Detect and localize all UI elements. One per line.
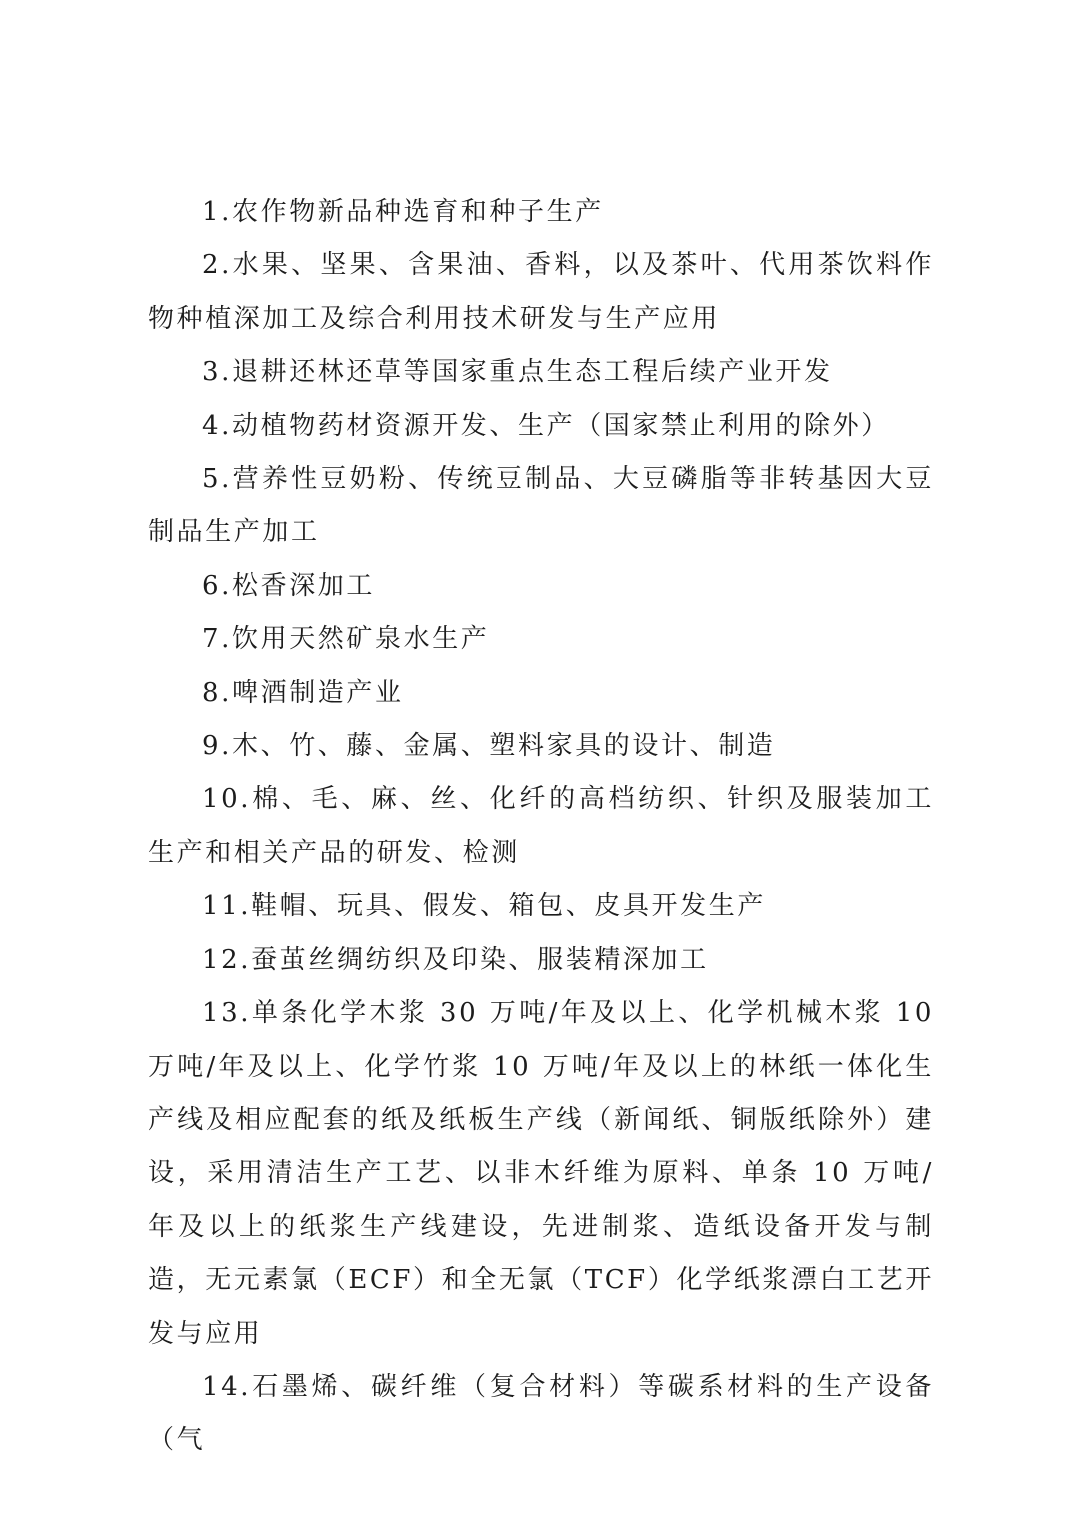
list-item: 3.退耕还林还草等国家重点生态工程后续产业开发 xyxy=(202,357,833,388)
document-body xyxy=(148,186,934,1468)
list-item: 10.棉、毛、麻、丝、化纤的高档纺织、针织及服装加工生产和相关产品的研发、检测 xyxy=(148,784,934,868)
list-item: 4.动植物药材资源开发、生产（国家禁止利用的除外） xyxy=(202,410,890,441)
list-item: 14.石墨烯、碳纤维（复合材料）等碳系材料的生产设备（气 xyxy=(148,1371,934,1456)
list-item: 5.营养性豆奶粉、传统豆制品、大豆磷脂等非转基因大豆制品生产加工 xyxy=(148,464,934,548)
list-item: 13.单条化学木浆 30 万吨/年及以上、化学机械木浆 10 万吨/年及以上、化学竹浆 10 万吨/年及以上的林纸一体化生产线及相应配套的纸及纸板生产线（新闻纸、铜版纸除外）建设，采用清洁生产工艺、以非木纤维为原料、单条 10 万吨/年及以上的纸浆生产线建设，先进制浆、造纸设备开发与制造，无元素氯（ECF）和全无氯（TCF）化学纸浆漂白工艺开发与应用 xyxy=(148,998,934,1349)
list-item: 9.木、竹、藤、金属、塑料家具的设计、制造 xyxy=(202,731,776,762)
list-item: 11.鞋帽、玩具、假发、箱包、皮具开发生产 xyxy=(202,891,766,922)
list-item: 6.松香深加工 xyxy=(202,570,376,601)
list-item: 8.啤酒制造产业 xyxy=(202,677,404,708)
list-item: 7.饮用天然矿泉水生产 xyxy=(202,624,490,655)
list-item: 2.水果、坚果、含果油、香料，以及茶叶、代用茶饮料作物种植深加工及综合利用技术研发与生产应用 xyxy=(148,250,934,334)
list-item: 12.蚕茧丝绸纺织及印染、服装精深加工 xyxy=(202,944,709,975)
list-item: 1.农作物新品种选育和种子生产 xyxy=(202,197,604,227)
